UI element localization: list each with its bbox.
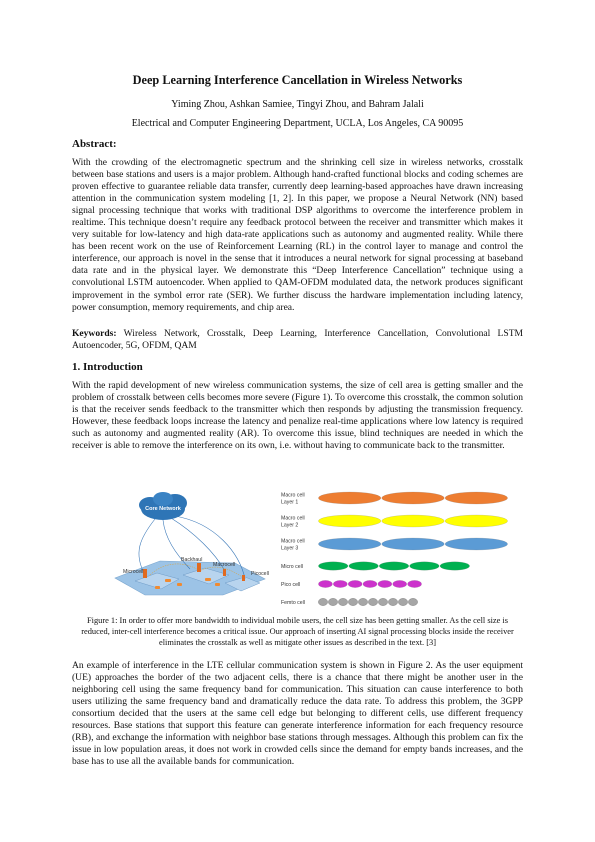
cell-ellipse-layer-5 bbox=[378, 580, 392, 587]
layer-label-2: Macro cell Layer 2 bbox=[281, 515, 305, 529]
cell-ellipse-layer-6 bbox=[378, 598, 387, 605]
cell-ellipse-layer-3 bbox=[445, 538, 508, 550]
cell-ellipse-layer-6 bbox=[388, 598, 397, 605]
cell-ellipse-layer-6 bbox=[318, 598, 327, 605]
abstract-heading: Abstract: bbox=[72, 138, 117, 150]
keywords-text: Wireless Network, Crosstalk, Deep Learning, Interference Cancellation, Convolutional LSTM Autoencoder, 5G, OFDM, QAM bbox=[72, 328, 524, 351]
paper-title: Deep Learning Interference Cancellation in Wireless Networks bbox=[132, 73, 463, 87]
core-network-label: Core Network bbox=[145, 506, 181, 512]
layer-label-1: Macro cell Layer 1 bbox=[281, 492, 305, 506]
cell-ellipse-layer-6 bbox=[408, 598, 417, 605]
cell-ellipse-layer-4 bbox=[410, 562, 440, 570]
layer-label-5: Pico cell bbox=[281, 582, 301, 588]
cell-ellipse-layer-2 bbox=[445, 515, 508, 527]
abstract-text: With the crowding of the electromagnetic spectrum and the shrinking cell size in wireless networks, crosstalk between base stations and users is a major problem. Although hand-crafted functional blocks and coding schemes are proven effective to guarantee reliable data transfer, currently deep learning-based approaches have drawn increasing attention in the communication system modeling [1, 2]. In this paper, we propose a Neural Network (NN) based signal processing technique that works with traditional DSP algorithms to overcome the interference problem in realtime. This technique doesn’t require any feedback protocol between the receiver and transmitter which makes it very suitable for low-latency and high data-rate applications such as autonomy and augmented reality. While there has been recent work on the use of Reinforcement Learning (RL) in the control layer to manage and control the interference, our approach is novel in the sense that it introduces a neural network for signal processing at baseband data rate and in the physical layer. We demonstrate this “Deep Interference Cancellation” technique using a convolutional LSTM autoencoder. When applied to QAM-OFDM modulated data, the network produces significant improvement in the symbol error rate (SER). We further discuss the hardware implementation including latency, power consumption, memory requirements, and chip area. bbox=[72, 157, 523, 313]
intro-paragraph-2: An example of interference in the LTE cellular communication system is shown in Figure 2. As the user equipment (UE) approaches the border of the two adjacent cells, there is a chance that there might be another user in the neighboring cell using the same frequency band for communication. This situation can cause interference to both users utilizing the same frequency band and dramatically reduce the data rate. To address this problem, the 3GPP consortium decided that the users at the same cell edge but belonging to different cells, use different frequency resources. Base stations that support this feature can generate interference information for each frequency resource (RB), and exchange the information with neighbor base stations through messages. Although this problem can fix the issue in low population areas, it does not work in crowded cells since the demand for empty bands increases, and the base has to use all the available bands for communication. bbox=[72, 660, 523, 768]
cell-ellipse-layer-6 bbox=[348, 598, 357, 605]
network-diagram bbox=[115, 492, 269, 595]
layer-label-6: Femto cell bbox=[281, 600, 305, 606]
figure-1 bbox=[105, 483, 510, 613]
author-list: Yiming Zhou, Ashkan Samiee, Tingyi Zhou, and Bahram Jalali bbox=[171, 99, 424, 110]
cell-ellipse-layer-1 bbox=[445, 492, 508, 504]
figure-1-caption: Figure 1: In order to offer more bandwidth to individual mobile users, the cell size has been getting smaller. As the cell size is reduced, inter-cell interference becomes a critical issue. Our approach of inserting AI signal processing blocks inside the receiver eliminates the crosstalk as well as mitigate other issues as described in the text. [3] bbox=[81, 616, 514, 647]
cell-ellipse-layer-6 bbox=[398, 598, 407, 605]
cell-ellipse-layer-2 bbox=[318, 515, 381, 527]
cell-ellipse-layer-4 bbox=[440, 562, 470, 570]
intro-paragraph-1: With the rapid development of new wireless communication systems, the size of cell area is getting smaller and the problem of crosstalk between cells becomes more severe (Figure 1). To overcome this crosstalk, the common solution is that the receiver sends feedback to the transmitter which then responds by adjusting the transmission frequency. However, these feedback loops increase the latency and penalize real-time applications where low latency is required such as autonomy and augmented reality (AR). To overcome this issue, blind techniques are needed in which the receiver is able to remove the interference on its own, i.e. without having to communicate back to the transmitter. bbox=[72, 380, 523, 452]
cell-ellipse-layer-5 bbox=[333, 580, 347, 587]
layer-label-3: Macro cell Layer 3 bbox=[281, 538, 305, 552]
cell-ellipse-layer-1 bbox=[318, 492, 381, 504]
cell-ellipse-layer-4 bbox=[379, 562, 409, 570]
cell-ellipse-layer-6 bbox=[338, 598, 347, 605]
cell-ellipse-layer-1 bbox=[382, 492, 445, 504]
cell-ellipse-layer-6 bbox=[328, 598, 337, 605]
cell-ellipse-layer-5 bbox=[363, 580, 377, 587]
affiliation: Electrical and Computer Engineering Department, UCLA, Los Angeles, CA 90095 bbox=[131, 118, 464, 129]
keywords bbox=[72, 328, 523, 352]
keywords-label: Keywords: bbox=[72, 328, 117, 339]
cell-ellipse-layer-3 bbox=[382, 538, 445, 550]
label-backhaul: Backhaul bbox=[181, 557, 203, 563]
cell-ellipse-layer-6 bbox=[368, 598, 377, 605]
cell-ellipse-layer-6 bbox=[358, 598, 367, 605]
cell-ellipse-layer-5 bbox=[408, 580, 422, 587]
label-microcell: Microcell bbox=[123, 569, 144, 575]
cell-ellipse-layer-5 bbox=[348, 580, 362, 587]
cell-ellipse-layer-4 bbox=[349, 562, 379, 570]
label-picocell: Picocell bbox=[251, 571, 269, 577]
layer-label-4: Micro cell bbox=[281, 564, 303, 570]
cell-ellipse-layer-3 bbox=[318, 538, 381, 550]
cell-ellipse-layer-5 bbox=[393, 580, 407, 587]
label-macrocell: Macrocell bbox=[213, 562, 236, 568]
cell-ellipse-layer-5 bbox=[318, 580, 332, 587]
cell-ellipse-layer-2 bbox=[382, 515, 445, 527]
cell-size-diagram bbox=[281, 492, 508, 606]
cell-ellipse-layer-4 bbox=[318, 562, 348, 570]
section-heading-introduction: 1. Introduction bbox=[72, 361, 143, 373]
